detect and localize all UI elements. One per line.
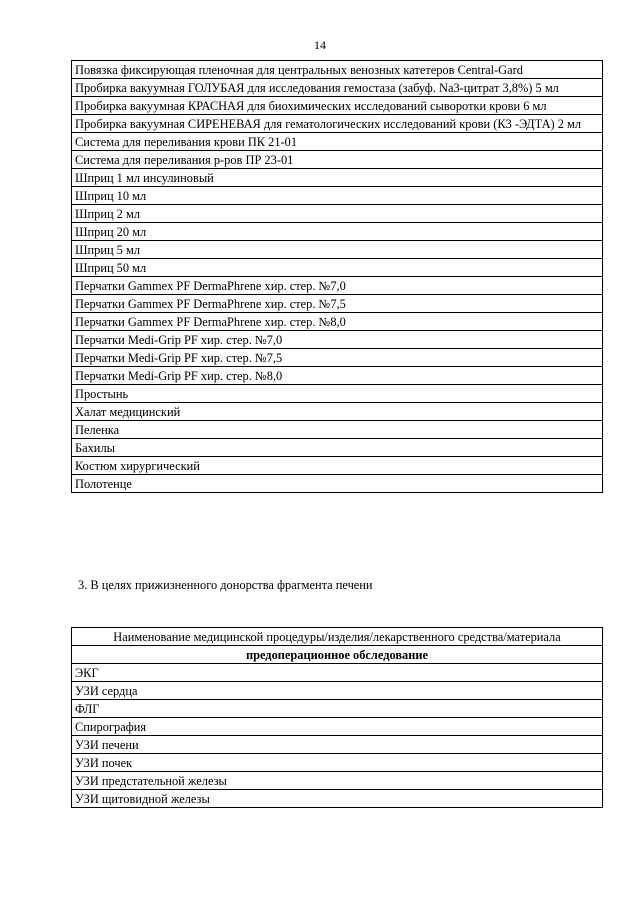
table-row — [72, 421, 603, 439]
table-row — [72, 718, 603, 736]
table-cell: Перчатки Gammex PF DermaPhrene хир. стер. №7,5 — [72, 295, 603, 313]
table-row — [72, 475, 603, 493]
table-row — [72, 61, 603, 79]
table-row — [72, 367, 603, 385]
table-cell: Пеленка — [72, 421, 603, 439]
table-cell: Шприц 2 мл — [72, 205, 603, 223]
table-header: Наименование медицинской процедуры/изделия/лекарственного средства/материала — [72, 628, 603, 646]
examination-table — [71, 627, 603, 808]
table-cell: УЗИ почек — [72, 754, 603, 772]
table-cell: УЗИ печени — [72, 736, 603, 754]
table-cell: Шприц 50 мл — [72, 259, 603, 277]
table-row — [72, 295, 603, 313]
table-row — [72, 259, 603, 277]
table-subheader: предоперационное обследование — [72, 646, 603, 664]
table-row — [72, 439, 603, 457]
table-cell: Бахилы — [72, 439, 603, 457]
table-row — [72, 754, 603, 772]
table-row — [72, 205, 603, 223]
table-cell: Перчатки Medi-Grip PF хир. стер. №7,5 — [72, 349, 603, 367]
table-header-row — [72, 628, 603, 646]
table-cell: Система для переливания крови ПК 21-01 — [72, 133, 603, 151]
table-cell: Полотенце — [72, 475, 603, 493]
table-row — [72, 115, 603, 133]
section-heading: 3. В целях прижизненного донорства фрагмента печени — [78, 578, 373, 592]
table-subheader-row — [72, 646, 603, 664]
table-cell: УЗИ щитовидной железы — [72, 790, 603, 808]
table-row — [72, 457, 603, 475]
table-cell: Перчатки Gammex PF DermaPhrene хир. стер. №7,0 — [72, 277, 603, 295]
table-cell: Спирография — [72, 718, 603, 736]
table-row — [72, 169, 603, 187]
consumables-table — [71, 60, 603, 493]
table-row — [72, 241, 603, 259]
table-cell: Шприц 5 мл — [72, 241, 603, 259]
table-row — [72, 385, 603, 403]
table-row — [72, 790, 603, 808]
table-cell: Костюм хирургический — [72, 457, 603, 475]
table-row — [72, 700, 603, 718]
table-row — [72, 736, 603, 754]
table-row — [72, 223, 603, 241]
table-row — [72, 664, 603, 682]
table-row — [72, 349, 603, 367]
table-cell: ЭКГ — [72, 664, 603, 682]
page-number: 14 — [314, 38, 326, 52]
table-row — [72, 151, 603, 169]
table-cell: Пробирка вакуумная ГОЛУБАЯ для исследования гемостаза (забуф. Na3-цитрат 3,8%) 5 мл — [72, 79, 603, 97]
table-cell: Пробирка вакуумная СИРЕНЕВАЯ для гематологических исследований крови (К3 -ЭДТА) 2 мл — [72, 115, 603, 133]
table-row — [72, 97, 603, 115]
table-cell: Система для переливания р-ров ПР 23-01 — [72, 151, 603, 169]
table-cell: Шприц 20 мл — [72, 223, 603, 241]
table-cell: Халат медицинский — [72, 403, 603, 421]
table-row — [72, 133, 603, 151]
table-row — [72, 331, 603, 349]
table-cell: Пробирка вакуумная КРАСНАЯ для биохимических исследований сыворотки крови 6 мл — [72, 97, 603, 115]
table-cell: УЗИ предстательной железы — [72, 772, 603, 790]
table-row — [72, 772, 603, 790]
table-row — [72, 79, 603, 97]
table-cell: ФЛГ — [72, 700, 603, 718]
table-cell: Простынь — [72, 385, 603, 403]
table-row — [72, 403, 603, 421]
table-row — [72, 277, 603, 295]
table-cell: УЗИ сердца — [72, 682, 603, 700]
table-cell: Перчатки Medi-Grip PF хир. стер. №7,0 — [72, 331, 603, 349]
table-cell: Перчатки Medi-Grip PF хир. стер. №8,0 — [72, 367, 603, 385]
table-row — [72, 313, 603, 331]
table-row — [72, 682, 603, 700]
table-cell: Шприц 1 мл инсулиновый — [72, 169, 603, 187]
table-cell: Повязка фиксирующая пленочная для центральных венозных катетеров Central-Gard — [72, 61, 603, 79]
table-cell: Шприц 10 мл — [72, 187, 603, 205]
table-cell: Перчатки Gammex PF DermaPhrene хир. стер. №8,0 — [72, 313, 603, 331]
table-row — [72, 187, 603, 205]
